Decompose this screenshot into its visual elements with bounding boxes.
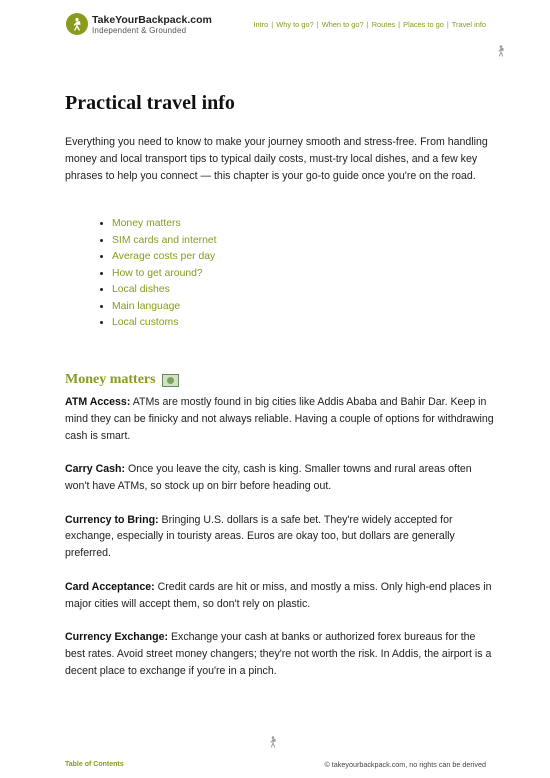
paragraph-label: ATM Access: <box>65 396 131 408</box>
page-title: Practical travel info <box>65 92 235 114</box>
brand[interactable] <box>92 14 212 36</box>
brand-tagline: Independent & Grounded <box>92 26 187 35</box>
toc-link-get-around[interactable]: • How to get around? <box>112 266 217 283</box>
paragraph-label: Currency to Bring: <box>65 513 159 526</box>
paragraph-label: Carry Cash: <box>65 463 126 476</box>
money-matters-body <box>65 394 495 696</box>
toc-link-main-language[interactable]: • Main language <box>112 299 217 316</box>
money-icon <box>162 374 179 387</box>
nav-link-travel-info[interactable]: Travel info <box>451 20 486 29</box>
nav-link-why-to-go[interactable]: Why to go? <box>276 20 314 29</box>
nav-link-when-to-go[interactable]: When to go? <box>321 20 364 29</box>
nav-link-intro[interactable]: Intro <box>253 20 269 29</box>
paragraph-text: Credit cards are hit or miss, and mostly a miss. Only high-end places in major cities will accept them, so don't rely on plastic. <box>65 580 492 610</box>
paragraph-card-acceptance <box>65 579 495 613</box>
section-heading-money-matters <box>65 372 179 388</box>
paragraph-label: Currency Exchange: <box>65 631 169 644</box>
copyright-notice: © takeyourbackpack.com, no rights can be derived <box>324 760 486 769</box>
paragraph-text: Once you leave the city, cash is king. Smaller towns and rural areas often won't have ATMs, so stock up on birr before heading out. <box>65 463 472 492</box>
toc-link-local-customs[interactable]: • Local customs <box>112 315 217 332</box>
top-navigation: Intro | Why to go? | When to go? | Routes | Places to go | Travel info <box>253 20 486 29</box>
hiker-icon <box>496 44 506 62</box>
paragraph-text: Bringing U.S. dollars is a safe bet. They're widely accepted for exchange, especially in touristy areas. Euros are okay too, but dollars are generally preferred. <box>65 513 455 560</box>
intro-paragraph: Everything you need to know to make your journey smooth and stress-free. From handling money and local transport tips to typical daily costs, must-try local dishes, and a few key phrases to help you connect — this chapter is your go-to guide once you're on the road. <box>65 136 488 182</box>
page-header <box>0 0 550 50</box>
nav-link-routes[interactable]: Routes <box>371 20 396 29</box>
toc-link-money-matters[interactable]: • Money matters <box>112 216 217 233</box>
section-title-text: Money matters <box>65 372 156 387</box>
paragraph-carry-cash <box>65 461 495 495</box>
paragraph-currency-to-bring <box>65 512 495 562</box>
paragraph-text: Exchange your cash at banks or authorized forex bureaus for the best rates. Avoid street money changers; they're not worth the risk. In Addis, the airport is a decent place to exchange if you're in a pinch. <box>65 631 492 677</box>
hiker-icon <box>268 735 278 753</box>
paragraph-atm-access <box>65 394 495 444</box>
nav-link-places-to-go[interactable]: Places to go <box>403 20 444 29</box>
chapter-contents-list <box>98 216 217 332</box>
toc-link-sim-cards[interactable]: • SIM cards and internet <box>112 233 217 250</box>
paragraph-currency-exchange <box>65 629 495 679</box>
toc-link-local-dishes[interactable]: • Local dishes <box>112 282 217 299</box>
backpacker-logo-icon[interactable] <box>66 13 88 35</box>
toc-link-average-costs[interactable]: • Average costs per day <box>112 249 217 266</box>
paragraph-label: Card Acceptance: <box>65 580 155 593</box>
table-of-contents-link[interactable]: Table of Contents <box>65 761 124 768</box>
paragraph-text: ATMs are mostly found in big cities like Addis Ababa and Bahir Dar. Keep in mind they can be finicky and not always reliable. Having a couple of options for withdrawing cash is smart. <box>65 396 494 442</box>
brand-name: TakeYourBackpack.com <box>92 14 212 26</box>
